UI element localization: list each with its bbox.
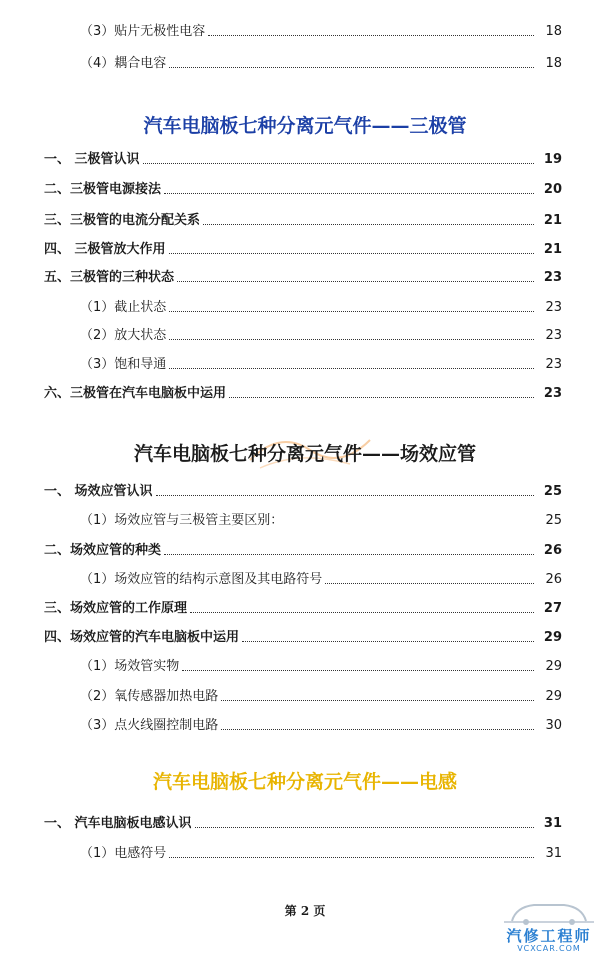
section-title-transistor: 汽车电脑板七种分离元气件——三极管 [143,115,467,137]
toc-entry-label: （1）场效应管与三极管主要区别： [80,513,284,528]
toc-entry-page: 29 [545,659,562,674]
toc-entry-label: 三、三极管的电流分配关系 [44,213,201,228]
dot-leader [195,827,534,828]
dot-leader [325,583,534,584]
toc-entry-page: 31 [545,846,562,861]
dot-leader [221,729,534,730]
dot-leader [177,281,534,282]
dot-leader [208,35,534,36]
toc-entry-page: 29 [545,689,562,704]
toc-entry-label: 六、三极管在汽车电脑板中运用 [44,386,227,401]
page-number-footer: 第 2 页 [284,904,326,918]
section-title-inductor: 汽车电脑板七种分离元气件——电感 [152,771,457,793]
toc-entry-page: 25 [543,484,562,499]
toc-entry[interactable] [0,353,610,373]
toc-entry-page: 27 [543,601,562,616]
toc-entry-label: （4）耦合电容 [80,56,167,71]
toc-entry-label: 四、 三极管放大作用 [44,242,166,257]
toc-entry-page: 30 [545,718,562,733]
toc-entry-label: （1）电感符号 [80,846,167,861]
dot-leader [190,612,534,613]
dot-leader [156,495,534,496]
toc-entry[interactable] [0,148,610,168]
toc-entry[interactable] [0,539,610,559]
toc-entry-label: （2）氧传感器加热电路 [80,689,219,704]
toc-entry[interactable] [0,324,610,344]
toc-entry-label: 一、 汽车电脑板电感认识 [44,816,192,831]
dot-leader [169,339,534,340]
toc-entry-label: 三、场效应管的工作原理 [44,601,188,616]
toc-entry[interactable] [0,238,610,258]
toc-entry-label: （1）截止状态 [80,300,167,315]
watermark-url: VCXCAR.COM [517,944,581,953]
toc-entry-page: 21 [543,242,562,257]
toc-entry[interactable] [0,568,610,588]
dot-leader [203,224,534,225]
toc-entry-label: （2）放大状态 [80,328,167,343]
toc-entry[interactable] [0,52,610,72]
section-title-fet: 汽车电脑板七种分离元气件——场效应管 [133,443,476,465]
dot-leader [242,641,534,642]
watermark-text: 汽修工程师 [506,927,592,945]
toc-entry-page: 23 [543,270,562,285]
toc-entry-page: 26 [545,572,562,587]
car-icon [494,895,604,927]
toc-entry-page: 25 [545,513,562,528]
toc-entry[interactable] [0,626,610,646]
dot-leader [221,700,534,701]
toc-entry-page: 23 [545,300,562,315]
toc-entry[interactable] [0,714,610,734]
toc-entry-label: 一、 三极管认识 [44,152,140,167]
toc-entry[interactable] [0,178,610,198]
dot-leader [229,397,534,398]
dot-leader [164,554,534,555]
toc-entry[interactable] [0,509,610,529]
toc-entry-page: 29 [543,630,562,645]
toc-entry-page: 21 [543,213,562,228]
watermark-logo [494,895,604,955]
toc-entry-label: （3）点火线圈控制电路 [80,718,219,733]
toc-entry-label: 一、 场效应管认识 [44,484,153,499]
toc-entry-page: 18 [545,56,562,71]
toc-entry[interactable] [0,842,610,862]
dot-leader [169,368,534,369]
toc-entry[interactable] [0,20,610,40]
toc-entry-label: （1）场效管实物 [80,659,180,674]
toc-entry[interactable] [0,812,610,832]
dot-leader [169,67,534,68]
toc-entry-label: 二、场效应管的种类 [44,543,162,558]
toc-entry-page: 23 [545,357,562,372]
dot-leader [169,857,534,858]
toc-entry-page: 18 [545,24,562,39]
toc-entry-label: 二、三极管电源接法 [44,182,162,197]
toc-entry-label: 五、三极管的三种状态 [44,270,175,285]
toc-entry-page: 20 [543,182,562,197]
toc-entry-page: 31 [543,816,562,831]
toc-entry[interactable] [0,685,610,705]
toc-entry-label: 四、场效应管的汽车电脑板中运用 [44,630,240,645]
toc-entry-page: 23 [543,386,562,401]
dot-leader [169,253,534,254]
toc-entry-page: 19 [543,152,562,167]
toc-entry-page: 23 [545,328,562,343]
toc-entry-label: （3）贴片无极性电容 [80,24,206,39]
toc-entry[interactable] [0,382,610,402]
dot-leader [182,670,534,671]
toc-entry[interactable] [0,266,610,286]
toc-entry[interactable] [0,209,610,229]
dot-leader [164,193,534,194]
toc-entry[interactable] [0,296,610,316]
toc-entry[interactable] [0,597,610,617]
dot-leader [143,163,534,164]
toc-entry[interactable] [0,655,610,675]
toc-entry-label: （3）饱和导通 [80,357,167,372]
toc-entry-page: 26 [543,543,562,558]
toc-entry-label: （1）场效应管的结构示意图及其电路符号 [80,572,323,587]
dot-leader [169,311,534,312]
toc-entry[interactable] [0,480,610,500]
